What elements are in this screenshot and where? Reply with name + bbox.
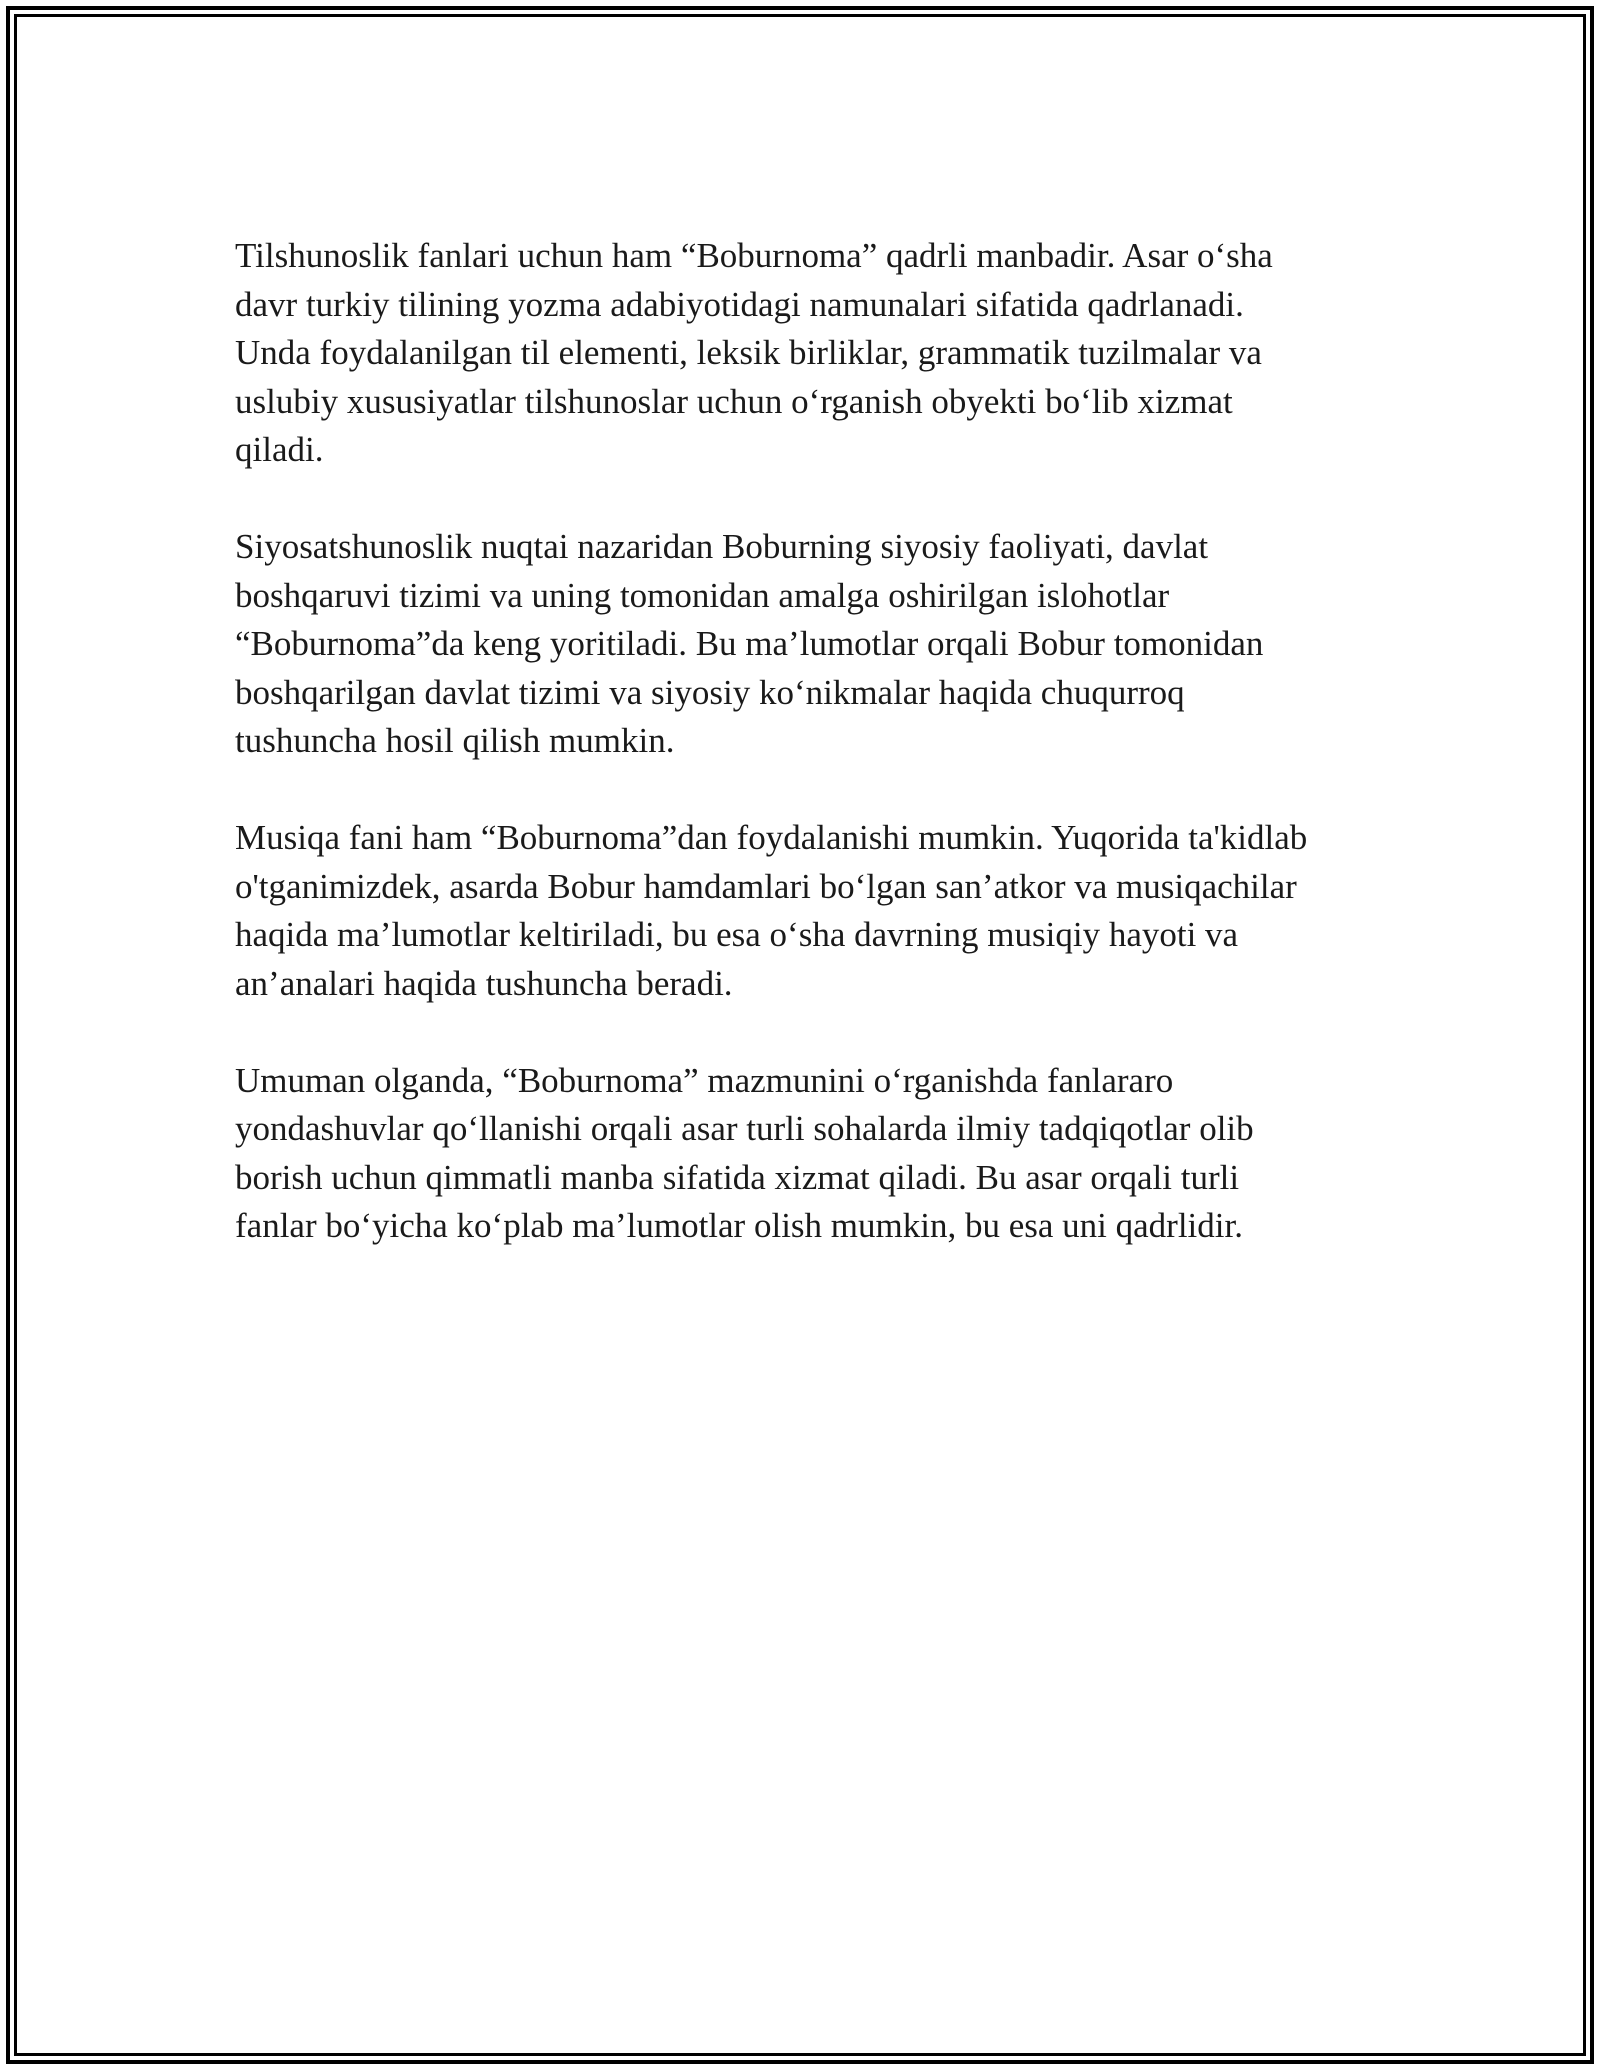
- text-line: haqida ma’lumotlar keltiriladi, bu esa o‘sha davrning musiqiy hayoti va: [235, 915, 1239, 954]
- paragraph-music: [235, 814, 1385, 1008]
- text-line: davr turkiy tilining yozma adabiyotidagi namunalari sifatida qadrlanadi.: [235, 284, 1244, 324]
- text-line: Umuman olganda, “Boburnoma” mazmunini o‘rganishda fanlararo: [235, 1060, 1174, 1100]
- paragraph-political-science: [235, 523, 1385, 766]
- text-line: o'tganimizdek, asarda Bobur hamdamlari bo‘lgan san’atkor va musiqachilar: [235, 866, 1297, 906]
- text-line: Tilshunoslik fanlari uchun ham “Boburnoma” qadrli manbadir. Asar o‘sha: [235, 236, 1273, 275]
- document-body: [235, 232, 1385, 1299]
- text-line: Siyosatshunoslik nuqtai nazaridan Boburning siyosiy faoliyati, davlat: [235, 527, 1209, 566]
- text-line: an’analari haqida tushuncha beradi.: [235, 963, 733, 1003]
- text-line: qiladi.: [235, 430, 324, 469]
- text-line: “Boburnoma”da keng yoritiladi. Bu ma’lumotlar orqali Bobur tomonidan: [235, 624, 1264, 663]
- text-line: Unda foydalanilgan til elementi, leksik birliklar, grammatik tuzilmalar va: [235, 333, 1262, 372]
- paragraph-linguistics: [235, 232, 1385, 475]
- text-line: boshqarilgan davlat tizimi va siyosiy ko‘nikmalar haqida chuqurroq: [235, 672, 1185, 712]
- paragraph-conclusion: [235, 1057, 1385, 1251]
- text-line: uslubiy xususiyatlar tilshunoslar uchun o‘rganish obyekti bo‘lib xizmat: [235, 381, 1233, 421]
- text-line: Musiqa fani ham “Boburnoma”dan foydalanishi mumkin. Yuqorida ta'kidlab: [235, 818, 1308, 857]
- text-line: borish uchun qimmatli manba sifatida xizmat qiladi. Bu asar orqali turli: [235, 1157, 1240, 1197]
- text-line: yondashuvlar qo‘llanishi orqali asar turli sohalarda ilmiy tadqiqotlar olib: [235, 1109, 1254, 1148]
- text-line: boshqaruvi tizimi va uning tomonidan amalga oshirilgan islohotlar: [235, 575, 1170, 615]
- text-line: fanlar bo‘yicha ko‘plab ma’lumotlar olish mumkin, bu esa uni qadrlidir.: [235, 1206, 1243, 1245]
- text-line: tushuncha hosil qilish mumkin.: [235, 721, 675, 760]
